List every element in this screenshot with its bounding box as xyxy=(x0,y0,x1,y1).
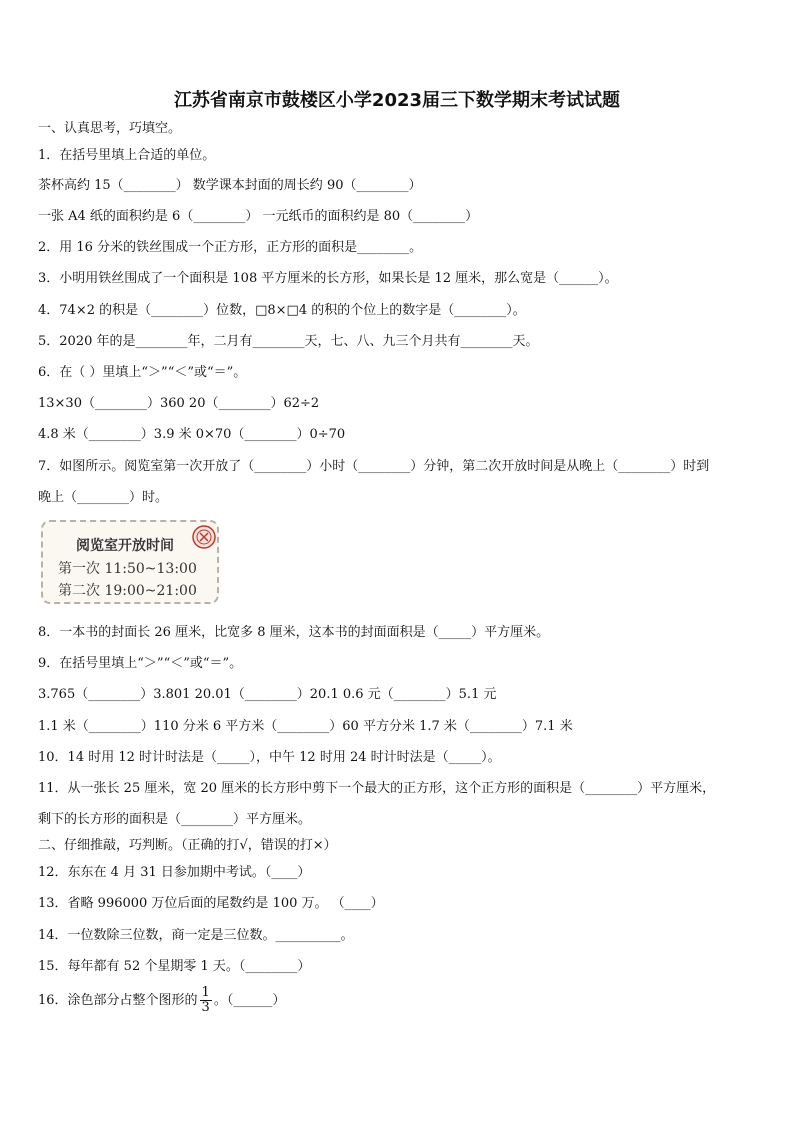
question-line: 13．省略 996000 万位后面的尾数约是 100 万。 （____） xyxy=(38,896,384,911)
fraction-numerator: 1 xyxy=(201,985,210,1000)
question-line: 茶杯高约 15（________） 数学课本封面的周长约 90（________） xyxy=(38,178,422,193)
question-line: 12．东东在 4 月 31 日参加期中考试。（____） xyxy=(38,865,311,880)
question-line: 1.1 米（________）110 分米 6 平方米（________）60 平方分米 1.7 米（________）7.1 米 xyxy=(38,719,573,734)
first-opening-row: 第一次 11:50~13:00 xyxy=(58,561,197,577)
question-line: 4.8 米（________）3.9 米 0×70（________）0÷70 xyxy=(38,427,346,442)
question-line: 9．在括号里填上“＞”“＜”或“＝”。 xyxy=(38,656,243,671)
q16-text: 16．涂色部分占整个图形的 xyxy=(38,993,198,1008)
question-line: 7．如图所示。阅览室第一次开放了（________）小时（________）分钟，第二次开放时间是从晚上（________）时到 xyxy=(38,459,710,474)
reading-room-hours-card xyxy=(41,520,219,604)
section-heading: 一、认真思考，巧填空。 xyxy=(38,121,182,136)
section-heading: 二、仔细推敲，巧判断。（正确的打√，错误的打×） xyxy=(38,838,337,853)
question-line: 11．从一张长 25 厘米，宽 20 厘米的长方形中剪下一个最大的正方形，这个正方形的面积是（________）平方厘米， xyxy=(38,781,716,796)
question-line: 剩下的长方形的面积是（________）平方厘米。 xyxy=(38,812,312,827)
second-opening-row: 第二次 19:00~21:00 xyxy=(58,583,197,599)
fraction-denominator: 3 xyxy=(201,1000,210,1015)
question-line: 14．一位数除三位数，商一定是三位数。__________。 xyxy=(38,928,354,943)
question-line: 一张 A4 纸的面积约是 6（________） 一元纸币的面积约是 80（________） xyxy=(38,209,479,224)
card-title: 阅览室开放时间 xyxy=(76,538,174,554)
question-line: 3.765（________）3.801 20.01（________）20.1 0.6 元（________）5.1 元 xyxy=(38,687,497,702)
question-line: 晚上（________）时。 xyxy=(38,490,169,505)
question-line: 10．14 时用 12 时计时法是（_____），中午 12 时用 24 时计时法是（_____）。 xyxy=(38,750,501,765)
question-line: 3．小明用铁丝围成了一个面积是 108 平方厘米的长方形，如果长是 12 厘米，那么宽是（______）。 xyxy=(38,271,618,286)
question-line: 13×30（________）360 20（________）62÷2 xyxy=(38,396,320,411)
question-line: 1．在括号里填上合适的单位。 xyxy=(38,148,216,163)
question-line: 6．在（ ）里填上“＞”“＜”或“＝”。 xyxy=(38,365,247,380)
stamp-icon xyxy=(191,524,217,550)
question-16 xyxy=(38,986,285,1016)
question-line: 2．用 16 分米的铁丝围成一个正方形，正方形的面积是________。 xyxy=(38,240,423,255)
question-line: 15．每年都有 52 个星期零 1 天。（________） xyxy=(38,959,311,974)
question-line: 4．74×2 的积是（________）位数，□8×□4 的积的个位上的数字是（________）。 xyxy=(38,303,526,318)
fraction-one-third xyxy=(200,986,212,1015)
page-title: 江苏省南京市鼓楼区小学2023届三下数学期末考试试题 xyxy=(173,90,621,111)
q16-blank: 。（______） xyxy=(213,993,286,1008)
question-line: 8．一本书的封面长 26 厘米，比宽多 8 厘米，这本书的封面面积是（_____）平方厘米。 xyxy=(38,625,550,640)
question-line: 5．2020 年的是________年，二月有________天，七、八、九三个月共有________天。 xyxy=(38,334,539,349)
